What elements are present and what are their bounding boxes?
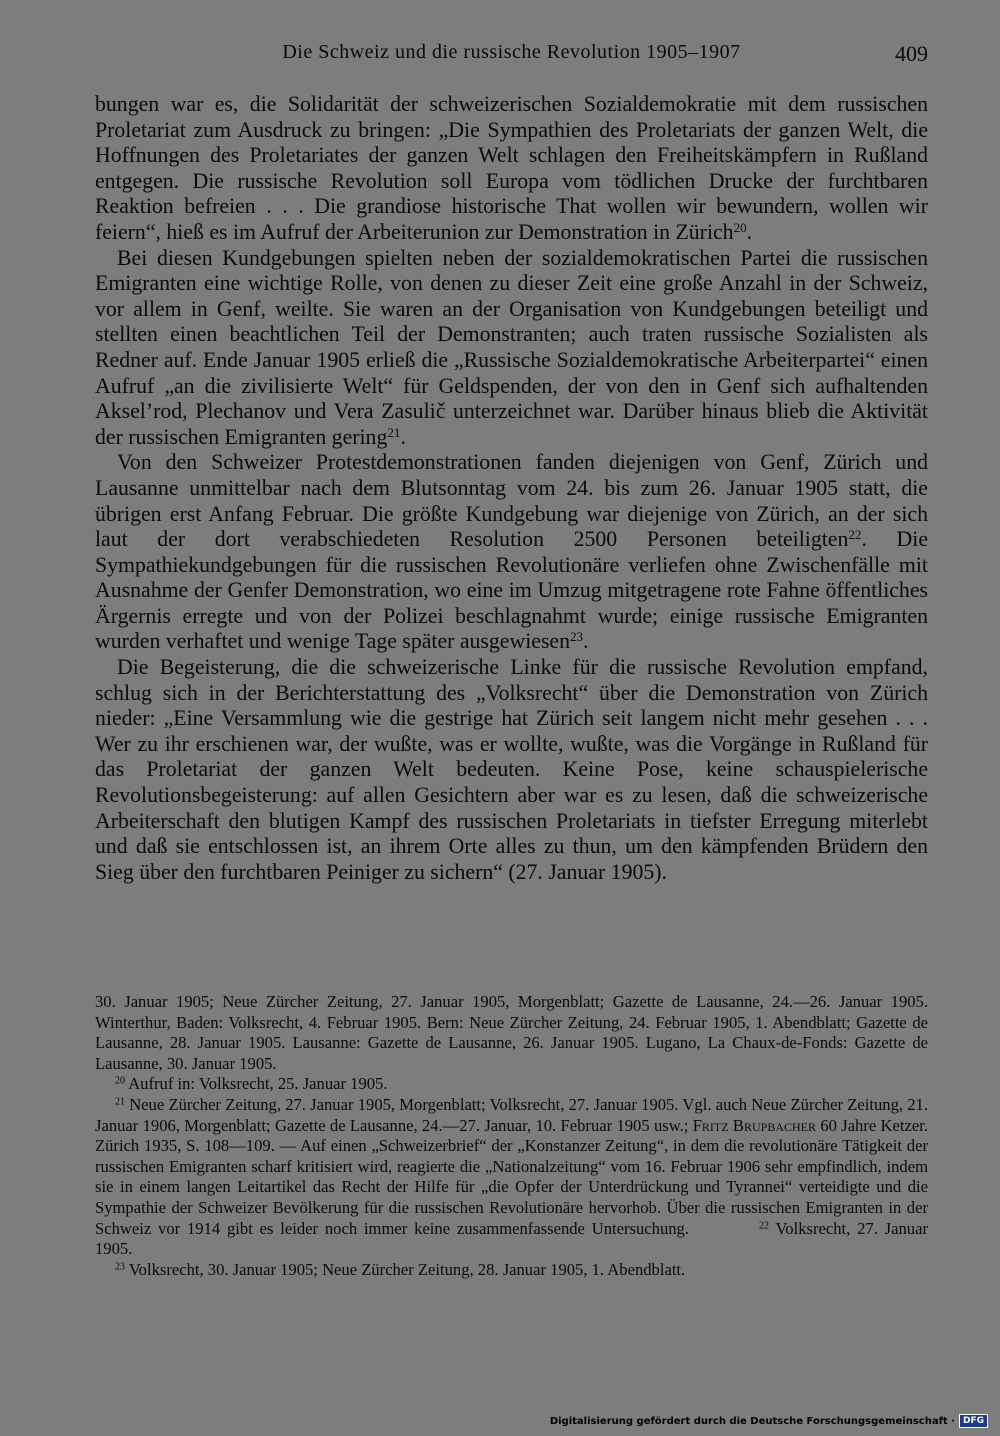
footnote-23: $^{23}$ Volksrecht, 30. Januar 1905; Neue Zürcher Zeitung, 28. Januar 1905, 1. Abendblatt. xyxy=(115,1259,686,1279)
footnote-continuation: 30. Januar 1905; Neue Zürcher Zeitung, 27. Januar 1905, Morgenblatt; Gazette de Lausanne, 24.—26. Januar 1905. Winterthur, Baden: Volksrecht, 4. Februar 1905. Bern: Neue Zürcher Zeitung, 24. Februar 1905, 1. Abendblatt; Gazette de Lausanne, 28. Januar 1905. Lausanne: Gazette de Lausanne, 26. Januar 1905. Lugano, La Chaux-de-Fonds: Gazette de Lausanne, 30. Januar 1905. xyxy=(95,992,928,1073)
footnote-ref-20[interactable]: 20 xyxy=(733,219,747,235)
running-title: Die Schweiz und die russische Revolution 1905–1907 xyxy=(282,41,741,63)
main-text xyxy=(95,92,928,885)
paragraph-3: Von den Schweizer Protestdemonstrationen fanden diejenigen von Genf, Zürich und Lausanne unmittelbar nach dem Blutsonntag vom 24. bis zum 26. Januar 1905 statt, die übrigen erst Anfang Februar. Die größte Kundgebung war diejenige von Zürich, an der sich laut der dort verabschiedeten Resolution 2500 Personen beteiligten$^{22}$. Die Sympathiekundgebungen für die russischen Revolutionäre verliefen ohne Zwischenfälle mit Ausnahme der Genfer Demonstration, wo eine im Umzug mitgetragene rote Fahne öffentliches Ärgernis erregte und von der Polizei beschlagnahmt wurde; einige russische Emigranten wurden verhaftet und wenige Tage später ausgewiesen$^{23}$. xyxy=(95,450,929,654)
footnote-ref-21[interactable]: 21 xyxy=(387,424,401,440)
credit-text: Digitalisierung gefördert durch die Deutsche Forschungsgemeinschaft · xyxy=(549,1415,955,1427)
footnote-21: $^{21}$ Neue Zürcher Zeitung, 27. Januar 1905, Morgenblatt; Volksrecht, 27. Januar 1905. Vgl. auch Neue Zürcher Zeitung, 21. Januar 1906, Morgenblatt; Gazette de Lausanne, 24.—27. Januar, 10. Februar 1905 usw.; Fritz Brupbacher 60 Jahre Ketzer. Zürich 1935, S. 108—109. — Auf einen „Schweizerbrief“ der „Konstanzer Zeitung“, in dem die revolutionäre Tätigkeit der russischen Emigranten scharf kritisiert wird, reagierte die „Nationalzeitung“ vom 16. Februar 1906 sehr empfindlich, indem sie in einem langen Leitartikel das Recht der Hilfe für „die Opfer der Unterdrückung und Tyrannei“ verteidigte und die Sympathie der Schweizer Bevölkerung für die russischen Revolutionäre hervorhob. Über die russischen Emigranten in der Schweiz vor 1914 gibt es leider noch immer keine zusammenfassende Untersuchung. $^{22}$ Volksrecht, 27. Januar 1905. xyxy=(95,1094,929,1259)
footnote-ref-23[interactable]: 23 xyxy=(570,629,584,645)
page-header xyxy=(95,41,928,71)
footnote-ref-22[interactable]: 22 xyxy=(848,526,862,542)
author-name: Fritz Brupbacher xyxy=(692,1115,816,1135)
page-number: 409 xyxy=(895,41,928,66)
footnote-20: $^{20}$ Aufruf in: Volksrecht, 25. Januar 1905. xyxy=(115,1074,388,1094)
paragraph-2: Bei diesen Kundgebungen spielten neben der sozialdemokratischen Partei die russischen Emigranten eine wichtige Rolle, von denen zu dieser Zeit eine große Anzahl in der Schweiz, vor allem in Genf, weilte. Sie waren an der Organisation von Kundgebungen beteiligt und stellten einen beachtlichen Teil der Demonstranten; auch traten russische Sozialisten als Redner auf. Ende Januar 1905 erließ die „Russische Sozialdemokratische Arbeiterpartei“ einen Aufruf „an die zivilisierte Welt“ für Geldspenden, der von den in Genf sich aufhaltenden Aksel’rod, Plechanov und Vera Zasulič unterzeichnet war. Darüber hinaus blieb die Aktivität der russischen Emigranten gering$^{21}$. xyxy=(95,245,928,449)
paragraph-1: bungen war es, die Solidarität der schweizerischen Sozialdemokratie mit dem russischen Proletariat zum Ausdruck zu bringen: „Die Sympathien des Proletariats der ganzen Welt, die Hoffnungen des Proletariates der ganzen Welt schlagen den Freiheitskämpfern in Rußland entgegen. Die russische Revolution soll Europa vom tödlichen Drucke der furchtbaren Reaktion befreien . . . Die grandiose historische That wollen wir bewundern, wollen wir feiern“, hieß es im Aufruf der Arbeiterunion zur Demonstration in Zürich$^{20}$. xyxy=(95,92,928,244)
dfg-logo: DFG xyxy=(959,1414,988,1428)
footnotes xyxy=(95,992,928,1280)
digitization-credit xyxy=(550,1414,988,1428)
footnote-22: Volksrecht, 27. Januar 1905. xyxy=(95,1218,928,1259)
paragraph-4: Die Begeisterung, die die schweizerische Linke für die russische Revolution empfand, schlug sich in der Berichterstattung des „Volksrecht“ über die Demonstration von Zürich nieder: „Eine Versammlung wie die gestrige hat Zürich seit langem nicht mehr gesehen . . . Wer zu ihr erschienen war, der wußte, was er wollte, wußte, was die Vorgänge in Rußland für das Proletariat der ganzen Welt bedeuten. Keine Pose, keine schauspielerische Revolutionsbegeisterung: auf allen Gesichtern aber war es zu lesen, daß die schweizerische Arbeiterschaft den blutigen Kampf des russischen Proletariats in tiefster Erregung miterlebt und daß sie entschlossen ist, an ihrem Orte alles zu thun, um den kämpfenden Brüdern den Sieg über den furchtbaren Peiniger zu sichern“ (27. Januar 1905). xyxy=(95,655,928,884)
